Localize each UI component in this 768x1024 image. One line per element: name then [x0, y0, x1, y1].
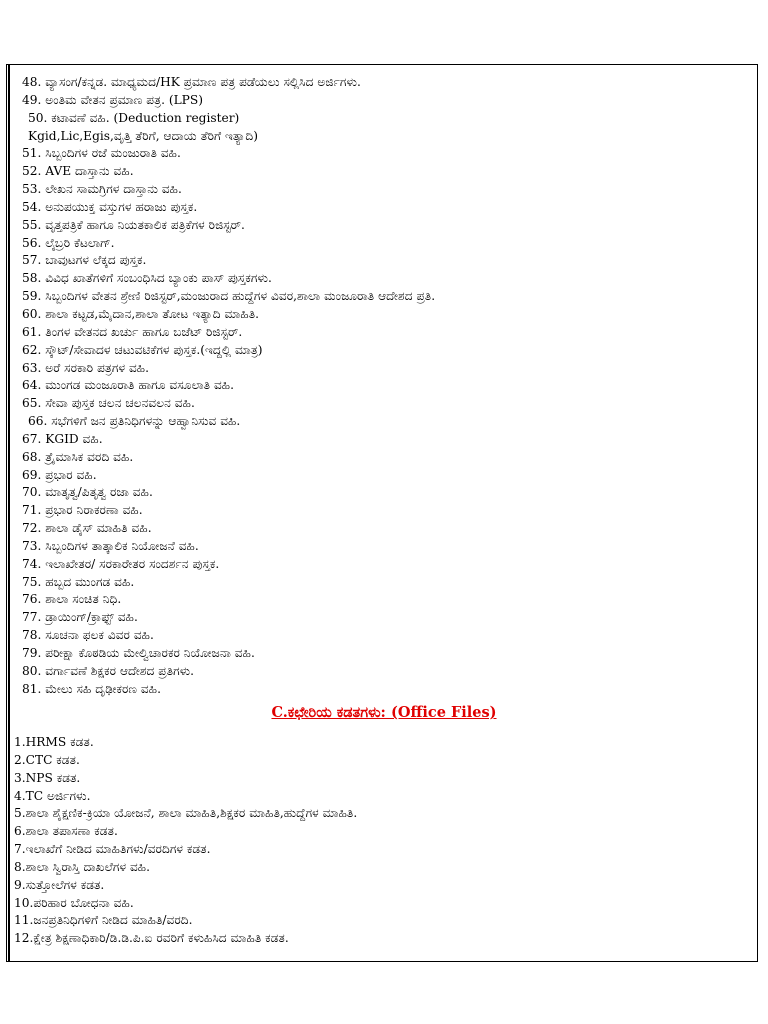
- list-item: 5.ಶಾಲಾ ಶೈಕ್ಷಣಿಕ-ಕ್ರಿಯಾ ಯೋಜನೆ, ಶಾಲಾ ಮಾಹಿತಿ,ಶಿಕ್ಷಕರ ಮಾಹಿತಿ,ಹುದ್ದೆಗಳ ಮಾಹಿತಿ.: [14, 806, 358, 821]
- list-item: 77. ಡ್ರಾಯಿಂಗ್/ಕ್ರಾಫ್ಟ್ ವಹಿ.: [22, 610, 138, 625]
- list-item: 64. ಮುಂಗಡ ಮಂಜೂರಾತಿ ಹಾಗೂ ವಸೂಲಾತಿ ವಹಿ.: [22, 378, 235, 393]
- list-item: 53. ಲೇಖನ ಸಾಮಗ್ರಿಗಳ ದಾಸ್ತಾನು ವಹಿ.: [22, 182, 182, 197]
- list-item: 7.ಇಲಾಖೆಗೆ ನೀಡಿದ ಮಾಹಿತಿಗಳು/ವರದಿಗಳ ಕಡತ.: [14, 842, 211, 857]
- list-item: 76. ಶಾಲಾ ಸಂಚಿತ ನಿಧಿ.: [22, 592, 122, 607]
- list-item: 4.TC ಅರ್ಜಿಗಳು.: [14, 788, 91, 803]
- list-item: 12.ಕ್ಷೇತ್ರ ಶಿಕ್ಷಣಾಧಿಕಾರಿ/ಡಿ.ಡಿ.ಪಿ.ಐ ರವರಿಗೆ ಕಳುಹಿಸಿದ ಮಾಹಿತಿ ಕಡತ.: [14, 931, 289, 946]
- list-item: 11.ಜನಪ್ರತಿನಿಧಿಗಳಿಗೆ ನೀಡಿದ ಮಾಹಿತಿ/ವರದಿ.: [14, 913, 193, 928]
- list-item: 1.HRMS ಕಡತ.: [14, 735, 94, 749]
- list-item: 9.ಸುತ್ತೋಲೆಗಳ ಕಡತ.: [14, 877, 105, 892]
- list-item: 54. ಅನುಪಯುಕ್ತ ವಸ್ತುಗಳ ಹರಾಜು ಪುಸ್ತಕ.: [22, 199, 198, 214]
- list-item: 51. ಸಿಬ್ಬಂದಿಗಳ ರಜೆ ಮಂಜುರಾತಿ ವಹಿ.: [22, 146, 181, 161]
- list-item: 56. ಲೈಬ್ರರಿ ಕೆಟಲಾಗ್.: [22, 235, 115, 250]
- list-item-continuation: Kgid,Lic,Egis,ವೃತ್ತಿ ತೆರಿಗೆ, ಆದಾಯ ತೆರಿಗೆ ಇತ್ಯಾದಿ): [28, 128, 258, 143]
- list-item: 66. ಸಭೆಗಳಿಗೆ ಜನ ಪ್ರತಿನಿಧಿಗಳನ್ನು ಆಹ್ವಾನಿಸುವ ವಹಿ.: [28, 414, 241, 429]
- list-item: 78. ಸೂಚನಾ ಫಲಕ ವಿವರ ವಹಿ.: [22, 628, 154, 643]
- list-item: 52. AVE ದಾಸ್ತಾನು ವಹಿ.: [22, 164, 134, 179]
- list-item: 6.ಶಾಲಾ ತಪಾಸಣಾ ಕಡತ.: [14, 824, 118, 839]
- register-list: [14, 74, 754, 699]
- list-item: 49. ಅಂತಿಮ ವೇತನ ಪ್ರಮಾಣ ಪತ್ರ. (LPS): [22, 92, 203, 107]
- list-item: 3.NPS ಕಡತ.: [14, 770, 81, 785]
- list-item: 60. ಶಾಲಾ ಕಟ್ಟಡ,ಮೈದಾನ,ಶಾಲಾ ತೋಟ ಇತ್ಯಾದಿ ಮಾಹಿತಿ.: [22, 306, 260, 321]
- list-item: 62. ಸ್ಕೌಟ್/ಸೇವಾದಳ ಚಟುವಟಿಕೆಗಳ ಪುಸ್ತಕ.(ಇದ್ದಲ್ಲಿ ಮಾತ್ರ): [22, 342, 263, 357]
- list-item: 68. ತ್ರೈಮಾಸಿಕ ವರದಿ ವಹಿ.: [22, 449, 134, 464]
- list-item: 69. ಪ್ರಭಾರ ವಹಿ.: [22, 467, 97, 482]
- list-item: 65. ಸೇವಾ ಪುಸ್ತಕ ಚಲನ ಚಲನವಲನ ವಹಿ.: [22, 396, 195, 411]
- list-item: 59. ಸಿಬ್ಬಂದಿಗಳ ವೇತನ ಶ್ರೇಣಿ ರಿಜಿಸ್ಟರ್,ಮಂಜುರಾದ ಹುದ್ದೆಗಳ ವಿವರ,ಶಾಲಾ ಮಂಜೂರಾತಿ ಆದೇಶದ ಪ್ರತಿ.: [22, 289, 436, 304]
- list-item: 10.ಪರಿಹಾರ ಬೋಧನಾ ವಹಿ.: [14, 895, 134, 910]
- list-item: 74. ಇಲಾಖೇತರ/ ಸರಕಾರೇತರ ಸಂದರ್ಶನ ಪುಸ್ತಕ.: [22, 556, 220, 571]
- list-item: 2.CTC ಕಡತ.: [14, 752, 80, 767]
- list-item: 57. ಬಾವುಟಗಳ ಲೆಕ್ಕದ ಪುಸ್ತಕ.: [22, 253, 147, 268]
- list-item: 80. ವರ್ಗಾವಣೆ ಶಿಕ್ಷಕರ ಆದೇಶದ ಪ್ರತಿಗಳು.: [22, 663, 195, 678]
- list-item: 48. ವ್ಯಾಸಂಗ/ಕನ್ನಡ. ಮಾಧ್ಯಮದ/HK ಪ್ರಮಾಣ ಪತ್ರ ಪಡೆಯಲು ಸಲ್ಲಿಸಿದ ಅರ್ಜಿಗಳು.: [22, 75, 361, 89]
- list-item: 72. ಶಾಲಾ ಡೈಸ್ ಮಾಹಿತಿ ವಹಿ.: [22, 521, 152, 536]
- list-item: 75. ಹಬ್ಬದ ಮುಂಗಡ ವಹಿ.: [22, 574, 135, 589]
- list-item: 79. ಪರೀಕ್ಷಾ ಕೊಠಡಿಯ ಮೇಲ್ವಿಚಾರಕರ ನಿಯೋಜನಾ ವಹಿ.: [22, 646, 255, 660]
- list-item: 67. KGID ವಹಿ.: [22, 431, 103, 446]
- list-item: 71. ಪ್ರಭಾರ ನಿರಾಕರಣಾ ವಹಿ.: [22, 503, 143, 518]
- list-item: 58. ವಿವಿಧ ಖಾತೆಗಳಿಗೆ ಸಂಬಂಧಿಸಿದ ಬ್ಯಾಂಕು ಪಾಸ್ ಪುಸ್ತಕಗಳು.: [22, 271, 272, 286]
- list-item: 81. ಮೇಲು ಸಹಿ ದೃಢೀಕರಣ ವಹಿ.: [22, 681, 161, 696]
- list-item: 8.ಶಾಲಾ ಸ್ವಿರಾಸ್ತಿ ದಾಖಲೆಗಳ ವಹಿ.: [14, 859, 151, 874]
- list-item: 55. ವೃತ್ತಪತ್ರಿಕೆ ಹಾಗೂ ನಿಯತಕಾಲಿಕ ಪತ್ರಿಕೆಗಳ ರಿಜಿಸ್ಟರ್.: [22, 217, 245, 232]
- list-item: 73. ಸಿಬ್ಬಂದಿಗಳ ತಾತ್ಕಾಲಿಕ ನಿಯೋಜನೆ ವಹಿ.: [22, 538, 199, 553]
- list-item: 61. ತಿಂಗಳ ವೇತನದ ಖರ್ಚು ಹಾಗೂ ಬಜೆಟ್ ರಿಜಿಸ್ಟರ್.: [22, 324, 243, 339]
- list-item: 50. ಕಟಾವಣೆ ವಹಿ. (Deduction register): [28, 110, 240, 125]
- section-title-office-files: C.ಕಛೇರಿಯ ಕಡತಗಳು: (Office Files): [271, 704, 497, 721]
- office-files-list: [14, 734, 754, 948]
- list-item: 63. ಅರೆ ಸರಕಾರಿ ಪತ್ರಗಳ ವಹಿ.: [22, 360, 150, 375]
- list-item: 70. ಮಾತೃತ್ವ/ಪಿತೃತ್ವ ರಜಾ ವಹಿ.: [22, 485, 153, 500]
